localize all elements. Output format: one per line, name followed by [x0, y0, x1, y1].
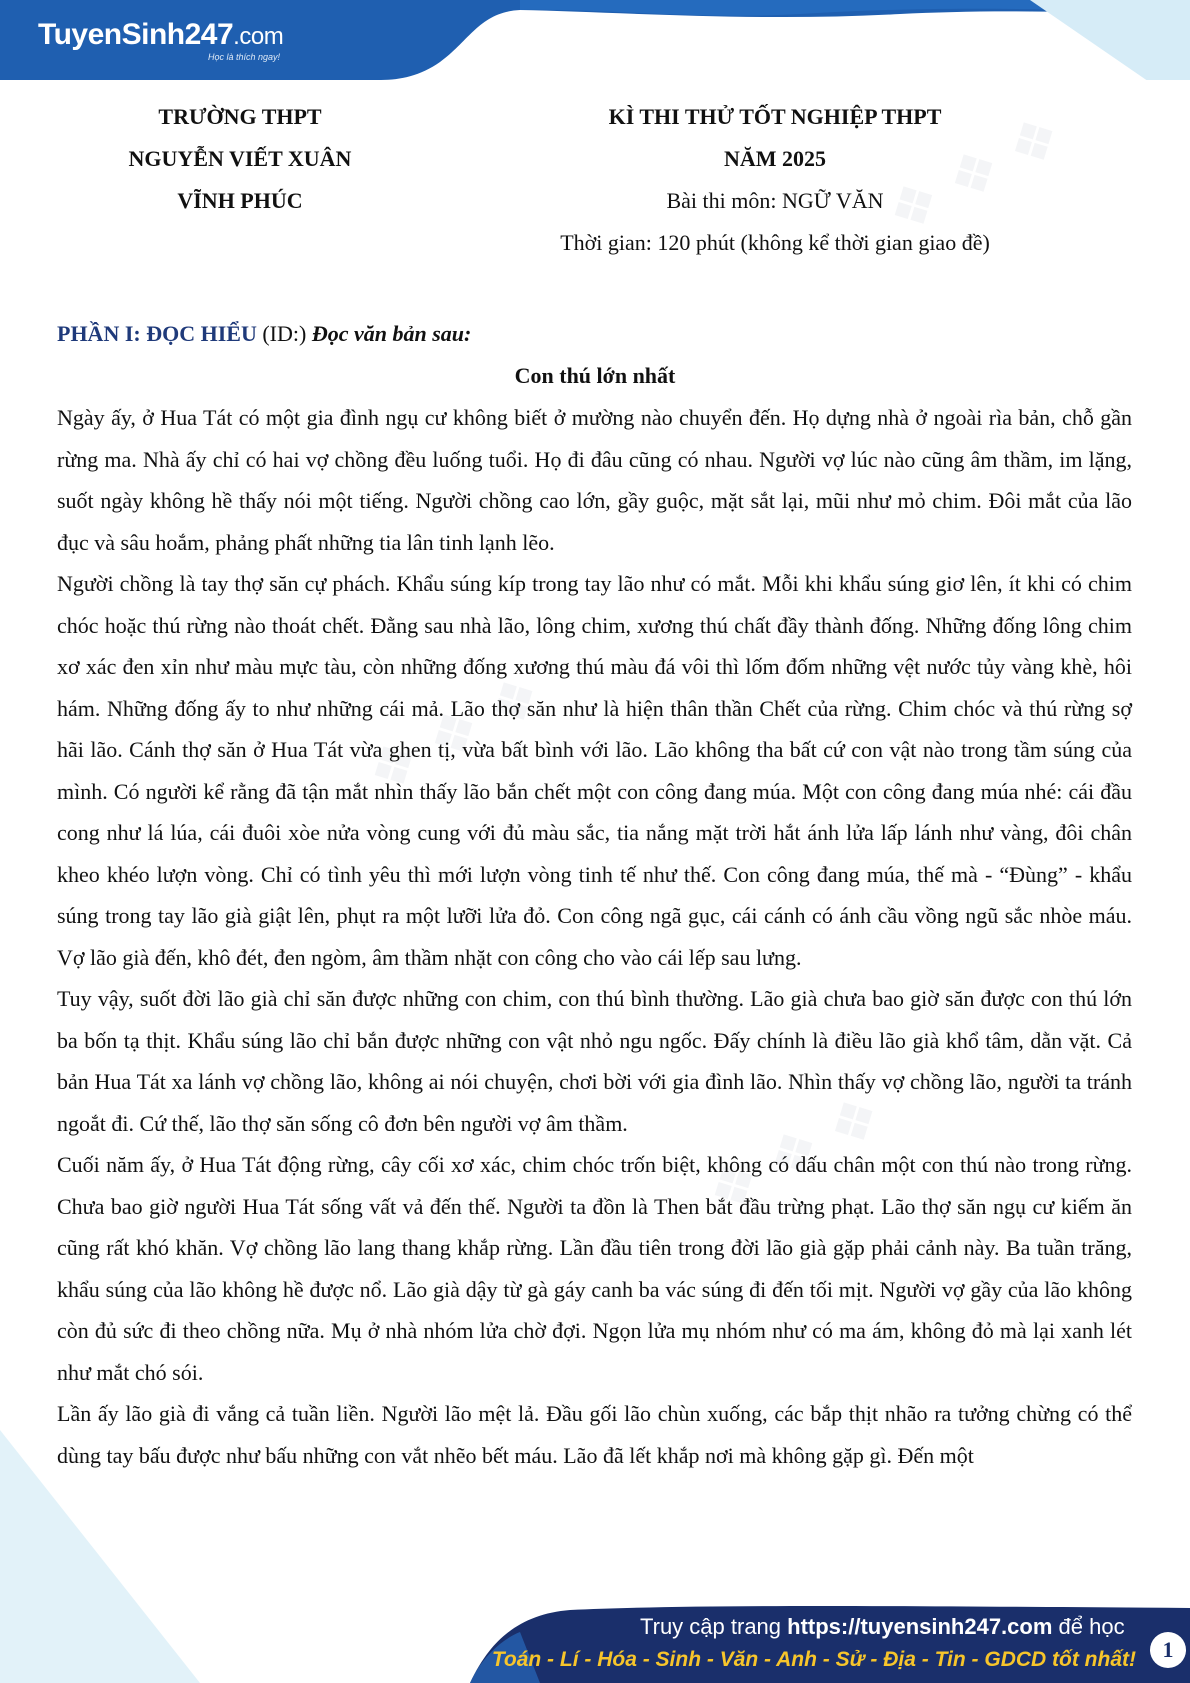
brand-logo[interactable]	[38, 18, 283, 52]
section-instruction: Đọc văn bản sau:	[311, 321, 472, 346]
brand-name: TuyenSinh247	[38, 18, 234, 51]
section-id: (ID:)	[256, 321, 312, 346]
watermark: ❖ ❖ ❖	[875, 101, 1073, 248]
exam-subject: Bài thi môn: NGỮ VĂN	[666, 188, 884, 213]
school-line: NGUYỄN VIẾT XUÂN	[128, 146, 352, 171]
exam-title: KÌ THI THỬ TỐT NGHIỆP THPT	[608, 104, 942, 129]
paragraph: Lần ấy lão già đi vắng cả tuần liền. Người lão mệt lả. Đầu gối lão chùn xuống, các bắp thịt nhão ra tưởng chừng có thể dùng tay bấu được như bấu những con vắt nhẽo bết máu. Lão đã lết khắp nơi mà không gặp gì. Đến một	[57, 1401, 1132, 1468]
section-label: PHẦN I: ĐỌC HIỂU	[57, 321, 257, 346]
footer-url: https://tuyensinh247.com	[787, 1614, 1053, 1639]
page-number: 1	[1150, 1632, 1186, 1668]
footer-suffix: để học	[1052, 1614, 1125, 1639]
paragraph: Cuối năm ấy, ở Hua Tát động rừng, cây cối xơ xác, chim chóc trốn biệt, không có dấu chân một con thú nào trong rừng. Chưa bao giờ người Hua Tát sống vất vả đến thế. Người ta đồn là Then bắt đầu trừng phạt. Lão thợ săn ngụ cư kiếm ăn cũng rất khó khăn. Vợ chồng lão lang thang khắp rừng. Lần đầu tiên trong đời lão già gặp phải cảnh này. Ba tuần trăng, khẩu súng của lão không hề được nổ. Lão già dậy từ gà gáy canh ba vác súng đi đến tối mịt. Người vợ gầy của lão không còn đủ sức đi theo chồng nữa. Mụ ở nhà nhóm lửa chờ đợi. Ngọn lửa mụ nhóm như có ma ám, không đỏ mà lại xanh lét như mắt chó sói.	[57, 1152, 1132, 1385]
brand-tagline: Học là thích ngay!	[208, 52, 281, 62]
watermark: ❖ ❖ ❖	[695, 1081, 893, 1228]
story-title: Con thú lớn nhất	[514, 363, 676, 388]
exam-header	[500, 96, 1050, 264]
brand-suffix: .com	[233, 23, 284, 50]
exam-time: Thời gian: 120 phút (không kể thời gian giao đề)	[560, 230, 990, 255]
section-title	[57, 318, 471, 350]
exam-year: NĂM 2025	[723, 146, 827, 171]
story-body	[57, 397, 1132, 1476]
school-header	[90, 96, 390, 222]
footer-subjects: Toán - Lí - Hóa - Sinh - Văn - Anh - Sử - Địa - Tin - GDCD tốt nhất!	[491, 1648, 1136, 1671]
paragraph: Ngày ấy, ở Hua Tát có một gia đình ngụ cư không biết ở mường nào chuyển đến. Họ dựng nhà ở ngoài rìa bản, chỗ gần rừng ma. Nhà ấy chỉ có hai vợ chồng đều luống tuổi. Họ đi đâu cũng có nhau. Người vợ lúc nào cũng âm thầm, im lặng, suốt ngày không hề thấy nói một tiếng. Người chồng cao lớn, gầy guộc, mặt sắt lại, mũi như mỏ chim. Đôi mắt của lão đục và sâu hoắm, phảng phất những tia lân tinh lạnh lẽo.	[57, 405, 1132, 555]
school-line: VĨNH PHÚC	[177, 188, 303, 213]
footer-prefix: Truy cập trang	[640, 1614, 788, 1639]
watermark: ❖ ❖ ❖	[355, 661, 553, 808]
footer-link[interactable]	[640, 1614, 1130, 1640]
school-line: TRƯỜNG THPT	[158, 104, 322, 129]
paragraph: Tuy vậy, suốt đời lão già chỉ săn được những con chim, con thú bình thường. Lão già chưa bao giờ săn được con thú lớn ba bốn tạ thịt. Khẩu súng lão chỉ bắn được những con vật nhỏ ngu ngốc. Đấy chính là điều lão già khổ tâm, dằn vặt. Cả bản Hua Tát xa lánh vợ chồng lão, không ai nói chuyện, chơi bời với gia đình lão. Nhìn thấy vợ chồng lão, người ta tránh ngoắt đi. Cứ thế, lão thợ săn sống cô đơn bên người vợ âm thầm.	[57, 986, 1132, 1136]
paragraph: Người chồng là tay thợ săn cự phách. Khẩu súng kíp trong tay lão như có mắt. Mỗi khi khẩu súng giơ lên, ít khi có chim chóc hoặc thú rừng nào thoát chết. Đằng sau nhà lão, lông chim, xương thú chất đầy thành đống. Những đống lông chim xơ xác đen xỉn như màu mực tàu, còn những đống xương thú màu đá vôi thì lốm đốm những vệt nước tủy vàng khè, hôi hám. Những đống ấy to như những cái mả. Lão thợ săn như là hiện thân thần Chết của rừng. Chim chóc và thú rừng sợ hãi lão. Cánh thợ săn ở Hua Tát vừa ghen tị, vừa bất bình với lão. Lão không tha bất cứ con vật nào trong tầm súng của mình. Có người kể rằng đã tận mắt nhìn thấy lão bắn chết một con công đang múa. Một con công đang múa nhé: cái đầu cong như lá lúa, cái đuôi xòe nửa vòng cung với đủ màu sắc, tia nắng mặt trời hắt ánh lửa lấp lánh như vàng, đôi chân kheo khéo lượn vòng. Chỉ có tình yêu thì mới lượn vòng tinh tế như thế. Con công đang múa, thế mà - “Đùng” - khẩu súng trong tay lão già giật lên, phụt ra một lưỡi lửa đỏ. Con công ngã gục, cái cánh có ánh cầu vồng ngũ sắc nhòe máu. Vợ lão già đến, khô đét, đen ngòm, âm thầm nhặt con công cho vào cái lếp sau lưng.	[57, 571, 1132, 970]
